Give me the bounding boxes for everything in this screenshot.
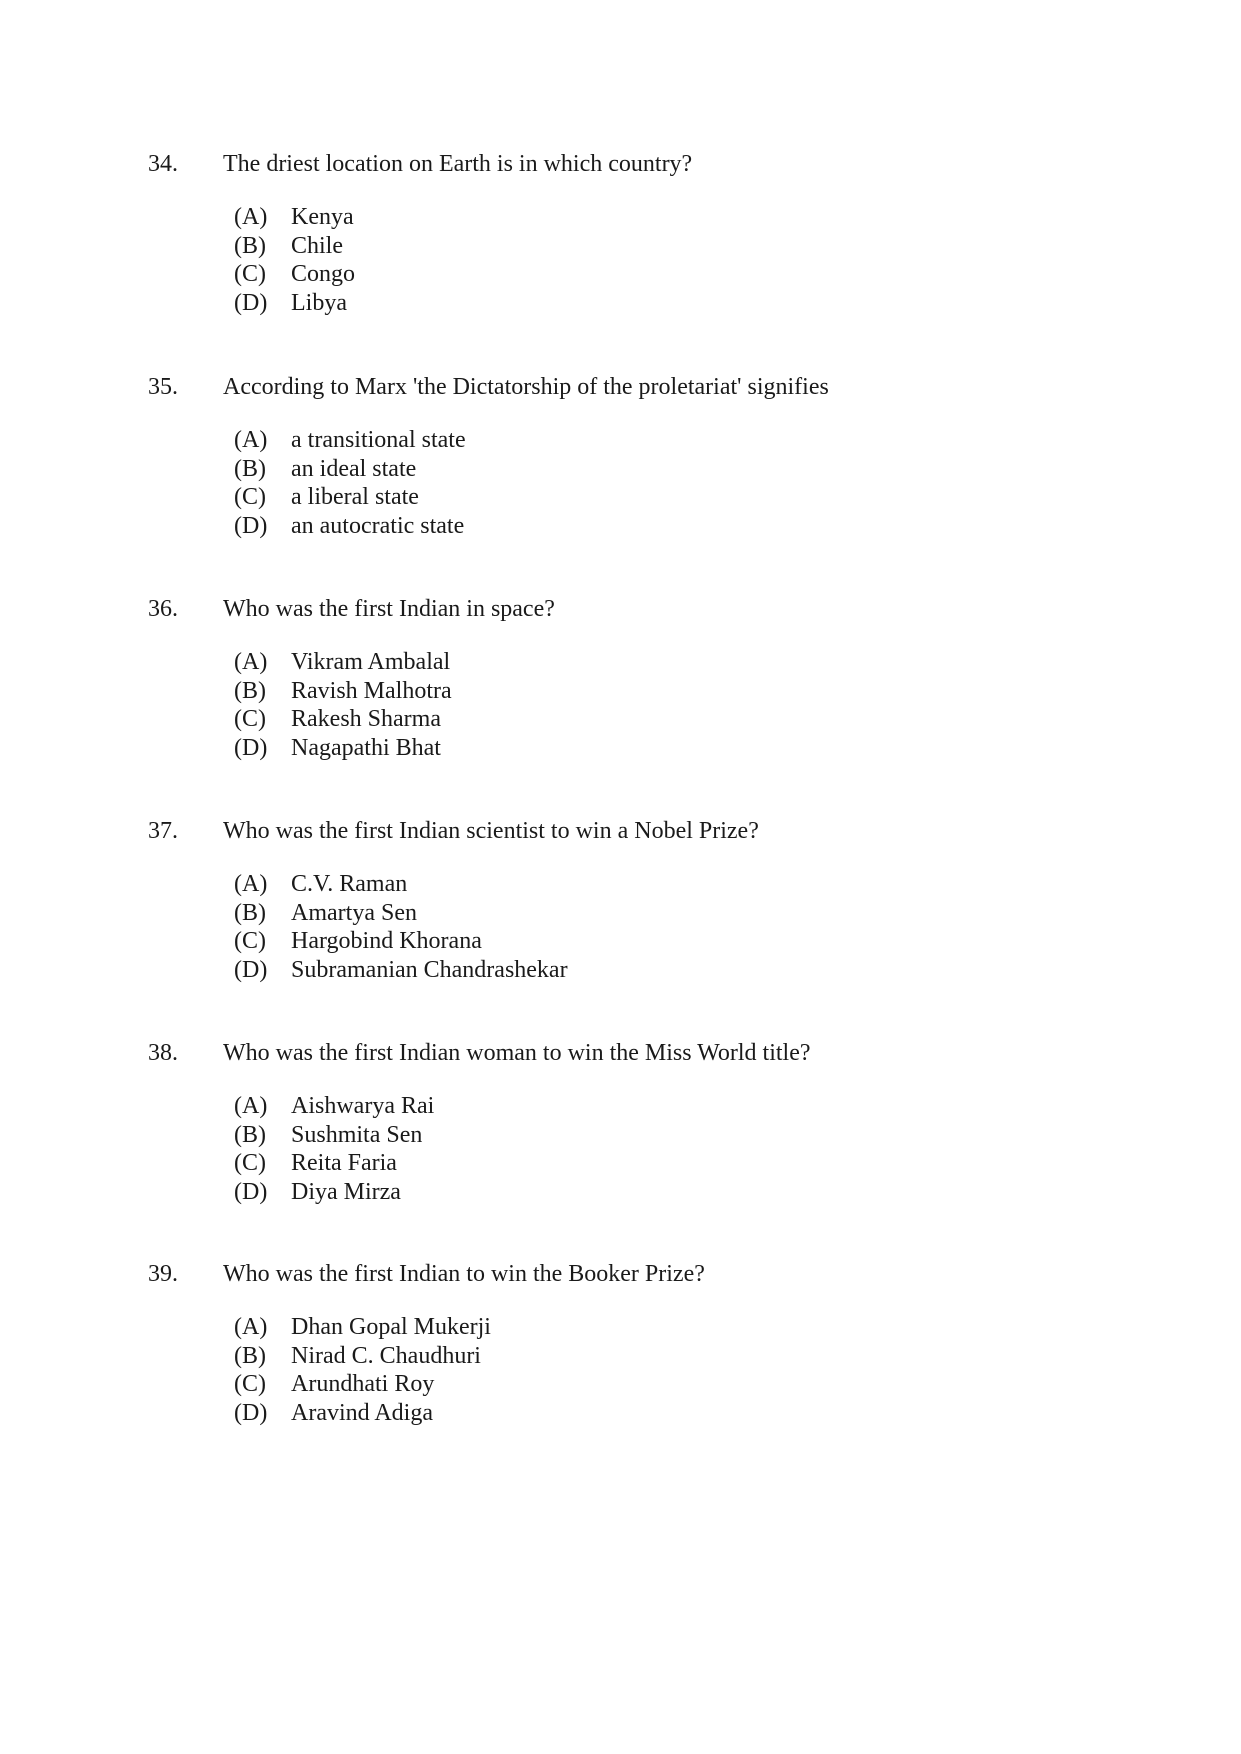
option-a (234, 426, 1148, 455)
option-d (234, 956, 1148, 985)
option-a (234, 1092, 1148, 1121)
option-letter: (A) (234, 871, 268, 897)
question-number: 39. (148, 1261, 178, 1287)
option-a (234, 203, 1148, 232)
option-list (234, 203, 1148, 318)
option-d (234, 1178, 1148, 1207)
option-text: Amartya Sen (291, 899, 417, 926)
option-text: Libya (291, 290, 347, 317)
option-d (234, 289, 1148, 318)
option-text: Vikram Ambalal (291, 649, 451, 675)
option-text: C.V. Raman (291, 871, 408, 897)
option-text: Chile (291, 232, 343, 259)
option-text: Aravind Adiga (291, 1400, 433, 1427)
option-text: Ravish Malhotra (291, 677, 452, 704)
option-text: Diya Mirza (291, 1179, 401, 1206)
option-list (234, 1092, 1148, 1207)
option-text: Reita Faria (291, 1150, 397, 1177)
question-text: Who was the first Indian scientist to win a Nobel Prize? (223, 818, 759, 844)
option-letter: (C) (234, 261, 266, 288)
option-c (234, 483, 1148, 512)
option-letter: (B) (234, 1342, 266, 1369)
option-letter: (D) (234, 1400, 268, 1427)
option-letter: (A) (234, 1314, 268, 1340)
option-b (234, 677, 1148, 706)
question-39 (148, 1260, 1148, 1428)
option-list (234, 1313, 1148, 1428)
option-letter: (C) (234, 1371, 266, 1398)
option-list (234, 870, 1148, 985)
option-letter: (A) (234, 649, 268, 675)
option-letter: (C) (234, 484, 266, 511)
option-text: Aishwarya Rai (291, 1093, 435, 1119)
option-b (234, 232, 1148, 261)
question-text: Who was the first Indian to win the Booker Prize? (223, 1261, 705, 1287)
question-number: 34. (148, 151, 178, 177)
option-letter: (B) (234, 677, 266, 704)
question-text: The driest location on Earth is in which country? (223, 151, 693, 177)
option-text: an autocratic state (291, 513, 465, 540)
option-letter: (B) (234, 455, 266, 482)
question-35 (148, 373, 1148, 541)
option-text: Dhan Gopal Mukerji (291, 1314, 491, 1340)
option-text: Subramanian Chandrashekar (291, 957, 568, 984)
option-letter: (A) (234, 427, 268, 453)
question-text: Who was the first Indian woman to win the Miss World title? (223, 1040, 811, 1066)
option-text: Arundhati Roy (291, 1371, 435, 1398)
option-letter: (B) (234, 899, 266, 926)
option-list (234, 648, 1148, 763)
option-a (234, 648, 1148, 677)
option-text: Nagapathi Bhat (291, 735, 441, 762)
option-c (234, 705, 1148, 734)
option-c (234, 927, 1148, 956)
option-text: Sushmita Sen (291, 1121, 423, 1148)
option-letter: (D) (234, 957, 268, 984)
option-text: a liberal state (291, 484, 419, 511)
question-36 (148, 595, 1148, 763)
option-text: Rakesh Sharma (291, 706, 441, 733)
option-d (234, 734, 1148, 763)
question-line (148, 373, 1148, 401)
question-text: Who was the first Indian in space? (223, 596, 555, 622)
option-letter: (C) (234, 928, 266, 955)
question-number: 36. (148, 596, 178, 622)
option-letter: (D) (234, 513, 268, 540)
option-letter: (D) (234, 735, 268, 762)
option-text: Nirad C. Chaudhuri (291, 1342, 481, 1369)
option-letter: (B) (234, 232, 266, 259)
question-line (148, 1039, 1148, 1067)
option-b (234, 899, 1148, 928)
question-38 (148, 1039, 1148, 1207)
option-c (234, 260, 1148, 289)
question-number: 37. (148, 818, 178, 844)
option-b (234, 455, 1148, 484)
option-letter: (D) (234, 1179, 268, 1206)
option-c (234, 1370, 1148, 1399)
question-line (148, 817, 1148, 845)
option-letter: (C) (234, 706, 266, 733)
option-letter: (B) (234, 1121, 266, 1148)
option-letter: (A) (234, 1093, 268, 1119)
question-line (148, 150, 1148, 178)
option-d (234, 1399, 1148, 1428)
option-list (234, 426, 1148, 541)
question-34 (148, 150, 1148, 318)
option-b (234, 1342, 1148, 1371)
question-37 (148, 817, 1148, 985)
option-text: Hargobind Khorana (291, 928, 482, 955)
option-text: Kenya (291, 204, 354, 230)
option-c (234, 1149, 1148, 1178)
option-text: Congo (291, 261, 356, 288)
question-number: 38. (148, 1040, 178, 1066)
option-letter: (D) (234, 290, 268, 317)
question-line (148, 1260, 1148, 1288)
option-text: a transitional state (291, 427, 466, 453)
option-b (234, 1121, 1148, 1150)
option-a (234, 870, 1148, 899)
question-number: 35. (148, 374, 178, 400)
option-a (234, 1313, 1148, 1342)
question-line (148, 595, 1148, 623)
option-d (234, 512, 1148, 541)
option-text: an ideal state (291, 455, 417, 482)
question-text: According to Marx 'the Dictatorship of the proletariat' signifies (223, 374, 829, 400)
option-letter: (A) (234, 204, 268, 230)
option-letter: (C) (234, 1150, 266, 1177)
